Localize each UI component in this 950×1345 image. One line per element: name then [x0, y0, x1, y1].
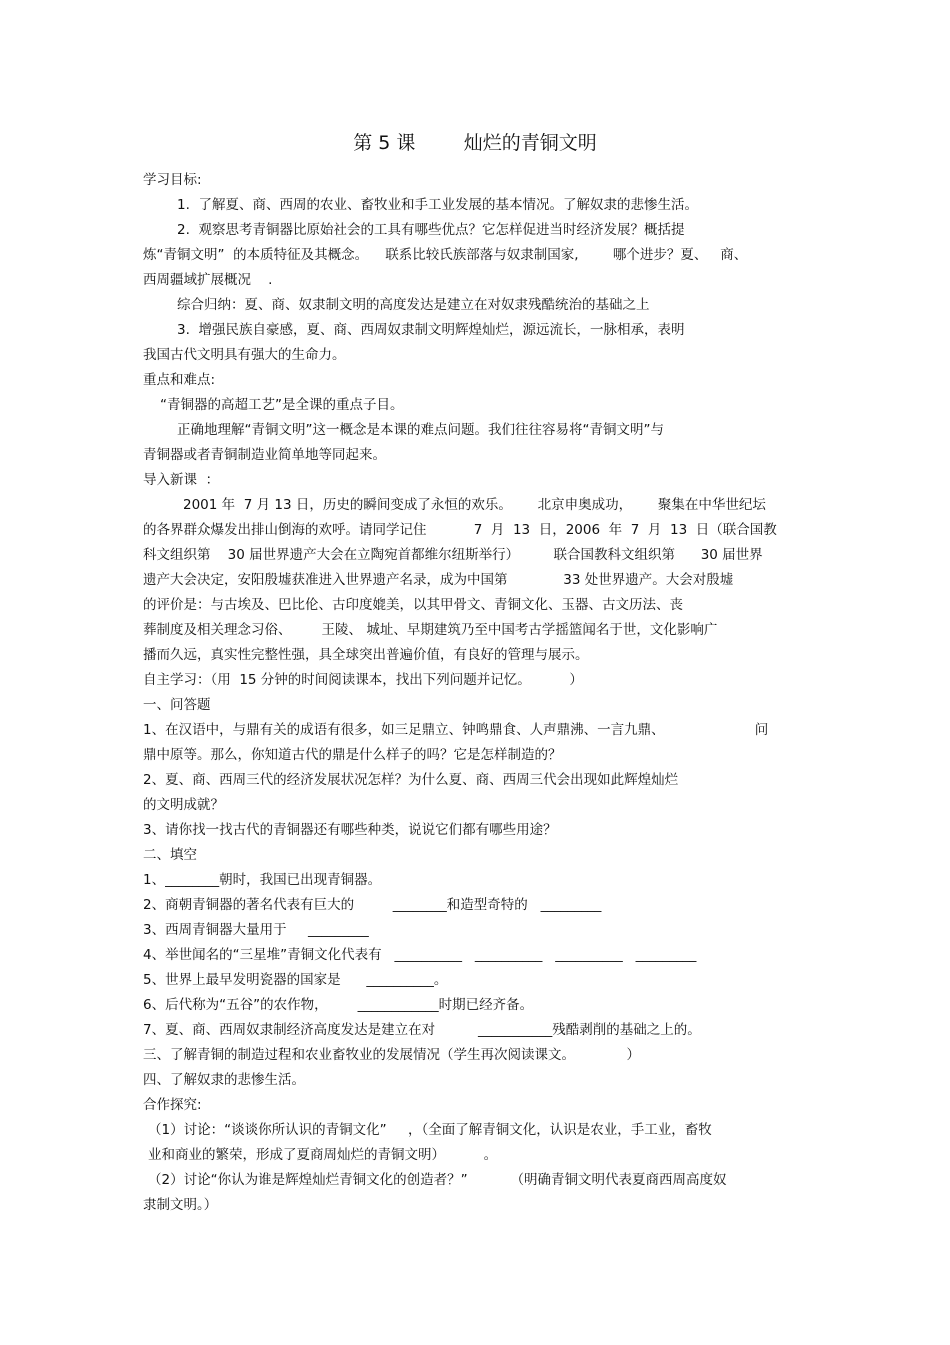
discussion-2: （2）讨论“你认为谁是辉煌灿烂青铜文化的创造者？” （明确青铜文明代表夏商西周高度奴	[148, 1172, 727, 1188]
question-2: 2、夏、商、西周三代的经济发展状况怎样？为什么夏、商、西周三代会出现如此辉煌灿烂	[143, 772, 679, 788]
key-point: “青铜器的高超工艺”是全课的重点子目。	[160, 397, 404, 413]
objective-3: 3. 增强民族自豪感，夏、商、西周奴隶制文明辉煌灿烂，源远流长，一脉相承，表明	[177, 322, 685, 338]
fill-blank-6: 6、后代称为“五谷”的农作物， ____________时期已经齐备。	[143, 997, 534, 1013]
lesson-title: 第 5 课 灿烂的青铜文明	[353, 132, 597, 154]
fill-blank-2: 2、商朝青铜器的著名代表有巨大的 ________和造型奇特的 _________	[143, 897, 602, 913]
objective-2-cont: 炼“青铜文明” 的本质特征及其概念。 联系比较氏族部落与奴隶制国家, 哪个进步？夏、 商、	[143, 247, 748, 263]
section-heading-key-points: 重点和难点:	[143, 372, 216, 388]
fill-blank-3: 3、西周青铜器大量用于 _________	[143, 922, 369, 938]
difficulty-point-cont: 青铜器或者青铜制造业简单地等同起来。	[143, 447, 386, 463]
subheading-qa: 一、问答题	[143, 697, 211, 713]
discussion-2-cont: 隶制文明。）	[143, 1197, 218, 1213]
fill-blank-5: 5、世界上最早发明瓷器的国家是 __________。	[143, 972, 448, 988]
discussion-1: （1）讨论：“谈谈你所认识的青铜文化” ，（全面了解青铜文化，认识是农业，手工业，畜牧	[148, 1122, 712, 1138]
subheading-part-4: 四、了解奴隶的悲惨生活。	[143, 1072, 305, 1088]
intro-paragraph-line: 的评价是：与古埃及、巴比伦、古印度媲美，以其甲骨文、青铜文化、玉器、古文历法、丧	[143, 597, 683, 613]
section-heading-self-study: 自主学习：（用 15 分钟的时间阅读课本，找出下列问题并记忆。 ）	[143, 672, 583, 688]
difficulty-point: 正确地理解“青铜文明”这一概念是本课的难点问题。我们往往容易将“青铜文明”与	[177, 422, 664, 438]
question-1-cont: 鼎中原等。那么，你知道古代的鼎是什么样子的吗？它是怎样制造的？	[143, 747, 562, 763]
intro-paragraph-line: 遗产大会决定，安阳殷墟获准进入世界遗产名录，成为中国第 33 处世界遗产。大会对殷墟	[143, 572, 734, 588]
question-2-cont: 的文明成就？	[143, 797, 224, 813]
discussion-1-cont: 业和商业的繁荣，形成了夏商周灿烂的青铜文明） 。	[148, 1147, 498, 1163]
question-3: 3、请你找一找古代的青铜器还有哪些种类，说说它们都有哪些用途？	[143, 822, 557, 838]
question-1: 1、在汉语中，与鼎有关的成语有很多，如三足鼎立、钟鸣鼎食、人声鼎沸、一言九鼎、 问	[143, 722, 769, 738]
objective-2-cont: 西周疆域扩展概况 .	[143, 272, 273, 288]
intro-paragraph-line: 的各界群众爆发出排山倒海的欢呼。请同学记住 7 月 13 日，2006 年 7 月 13 日（联合国教	[143, 522, 777, 538]
objective-summary: 综合归纳：夏、商、奴隶制文明的高度发达是建立在对奴隶残酷统治的基础之上	[177, 297, 650, 313]
section-heading-objectives: 学习目标:	[143, 172, 202, 188]
section-heading-intro: 导入新课 ：	[143, 472, 220, 488]
intro-paragraph-line: 葬制度及相关理念习俗、 王陵、 城址、早期建筑乃至中国考古学摇篮闻名于世，文化影响广	[143, 622, 718, 638]
fill-blank-7: 7、夏、商、西周奴隶制经济高度发达是建立在对 ___________残酷剥削的基础之上的。	[143, 1022, 701, 1038]
objective-2: 2. 观察思考青铜器比原始社会的工具有哪些优点？它怎样促进当时经济发展？概括提	[177, 222, 685, 238]
subheading-part-3: 三、了解青铜的制造过程和农业畜牧业的发展情况（学生再次阅读课文。 ）	[143, 1047, 640, 1063]
objective-1: 1. 了解夏、商、西周的农业、畜牧业和手工业发展的基本情况。了解奴隶的悲惨生活。	[177, 197, 698, 213]
objective-3-cont: 我国古代文明具有强大的生命力。	[143, 347, 346, 363]
fill-blank-1: 1、________朝时，我国已出现青铜器。	[143, 872, 382, 888]
intro-paragraph-line: 2001 年 7 月 13 日，历史的瞬间变成了永恒的欢乐。 北京申奥成功， 聚集在中华世纪坛	[183, 497, 766, 513]
fill-blank-4: 4、举世闻名的“三星堆”青铜文化代表有 __________ __________ __________ _________	[143, 947, 697, 963]
intro-paragraph-line: 科文组织第 30 届世界遗产大会在立陶宛首都维尔纽斯举行） 联合国教科文组织第 30 届世界	[143, 547, 763, 563]
section-heading-cooperation: 合作探究:	[143, 1097, 202, 1113]
subheading-fill-blank: 二、填空	[143, 847, 197, 863]
intro-paragraph-line: 播而久远，真实性完整性强，具全球突出普遍价值，有良好的管理与展示。	[143, 647, 589, 663]
